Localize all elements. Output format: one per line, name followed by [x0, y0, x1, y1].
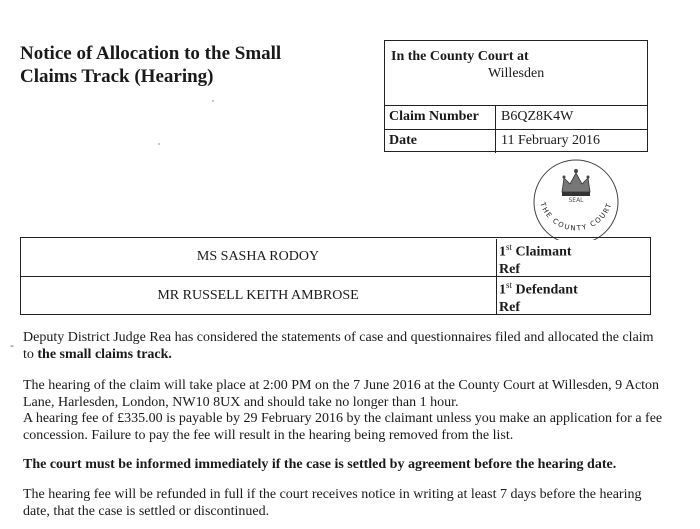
- claim-number-value: B6QZ8K4W: [495, 106, 573, 129]
- defendant-role: [496, 277, 650, 314]
- allocation-paragraph: [23, 329, 663, 363]
- defendant-role-label: Defendant: [515, 282, 578, 298]
- fee-paragraph: A hearing fee of £335.00 is payable by 29 February 2016 by the claimant unless you make an application for a fee concession. Failure to pay the fee will result in the hearing being removed from the list.: [23, 411, 663, 443]
- court-details-box: [384, 40, 648, 152]
- parties-table: [20, 237, 651, 315]
- refund-paragraph: The hearing fee will be refunded in full if the court receives notice in writing at least 7 days before the hearing date, that the case is settled or discontinued.: [23, 487, 642, 519]
- hearing-paragraph: The hearing of the claim will take place at 2:00 PM on the 7 June 2016 at the County Court at Willesden, 9 Acton Lane, Harlesden, London, NW10 8UX and should take no longer than 1 hour.: [23, 378, 660, 410]
- court-heading: In the County Court at: [391, 49, 529, 64]
- claimant-ordinal: 1: [499, 244, 506, 260]
- defendant-ordinal: 1: [499, 282, 506, 298]
- date-value: 11 February 2016: [495, 130, 600, 153]
- svg-text:THE COUNTY COURT: [538, 200, 614, 232]
- claimant-ref-label: Ref: [499, 261, 520, 277]
- allocation-text: Deputy District Judge Rea has considered the statements of case and questionnaires filed and allocated the claim to: [23, 330, 654, 362]
- allocation-track: the small claims track.: [37, 347, 172, 362]
- defendant-name: MR RUSSELL KEITH AMBROSE: [157, 288, 359, 303]
- document-title: Notice of Allocation to the Small Claims Track (Hearing): [20, 43, 282, 87]
- defendant-ordinal-suffix: st: [506, 280, 513, 290]
- date-label: Date: [389, 133, 417, 148]
- claim-number-label: Claim Number: [389, 109, 479, 124]
- defendant-row: [21, 276, 650, 314]
- claimant-row: [21, 238, 650, 276]
- court-seal: [528, 158, 624, 240]
- seal-text: THE COUNTY COURT: [538, 201, 614, 233]
- claimant-role-label: Claimant: [515, 244, 572, 260]
- court-name: Willesden: [488, 66, 545, 81]
- claimant-name: MS SASHA RODOY: [196, 249, 320, 264]
- scan-speck: [158, 143, 160, 145]
- scan-speck: [212, 100, 214, 102]
- settlement-notice: The court must be informed immediately if the case is settled by agreement before the hearing date.: [23, 457, 617, 472]
- seal-inner-text: SEAL: [568, 197, 584, 204]
- date-row: [385, 129, 647, 153]
- crown-icon: [562, 169, 590, 196]
- claim-number-row: [385, 105, 647, 129]
- margin-mark: -: [10, 338, 14, 352]
- claimant-ordinal-suffix: st: [506, 242, 513, 252]
- claimant-role: [496, 239, 650, 276]
- defendant-ref-label: Ref: [499, 299, 520, 315]
